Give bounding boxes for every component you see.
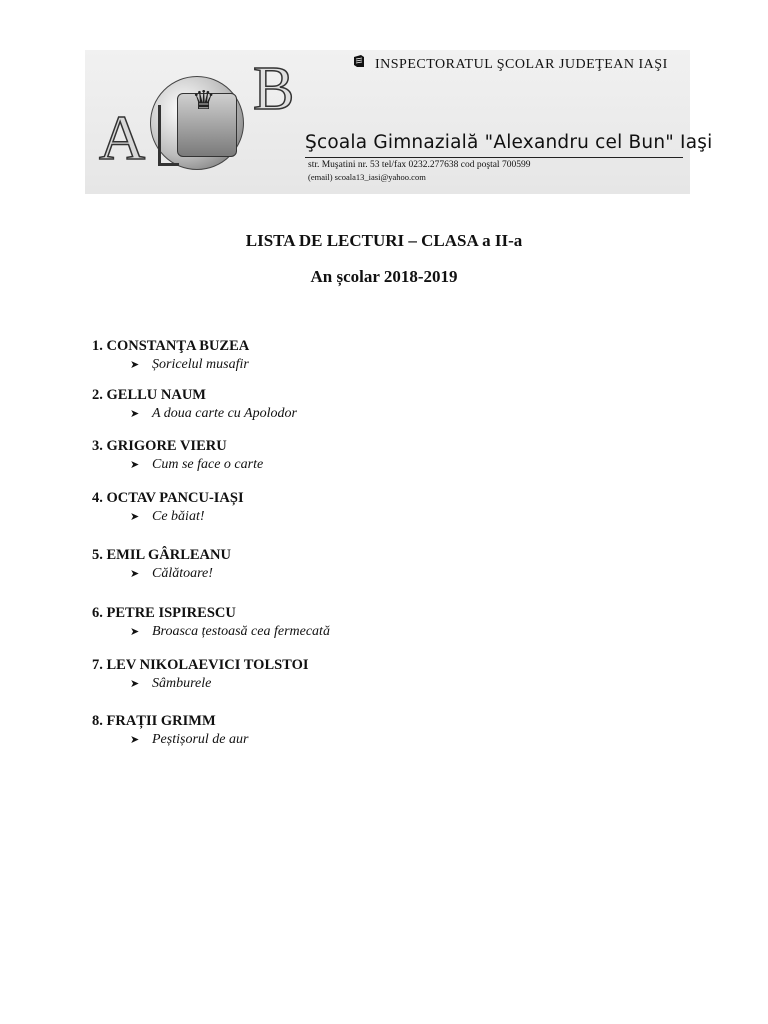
book-title: Ce băiat! (152, 509, 205, 524)
list-item (92, 386, 692, 424)
arrow-bullet-icon: ➤ (130, 568, 140, 580)
document-title: LISTA DE LECTURI – CLASA a II-a (245, 231, 523, 250)
school-email: (email) scoala13_iasi@yahoo.com (308, 172, 426, 182)
logo-letter-a: A (99, 102, 146, 173)
letterhead (85, 50, 713, 194)
portrait-icon (177, 86, 237, 157)
author-name: 6. PETRE ISPIRESCU (92, 605, 236, 621)
book-icon (353, 54, 367, 73)
book-title: A doua carte cu Apolodor (152, 406, 297, 421)
arrow-bullet-icon: ➤ (130, 359, 140, 371)
list-item (92, 712, 692, 750)
author-name: 4. OCTAV PANCU-IAȘI (92, 490, 244, 506)
logo-l-shape (158, 105, 179, 166)
author-name: 5. EMIL GÂRLEANU (92, 547, 231, 563)
author-name: 2. GELLU NAUM (92, 387, 206, 403)
divider (305, 157, 683, 158)
book-title: Peștișorul de aur (152, 732, 249, 747)
book-title: Sâmburele (152, 676, 212, 691)
list-item (92, 604, 692, 642)
document-subtitle: An școlar 2018-2019 (310, 267, 458, 286)
book-title: Călătoare! (152, 566, 213, 581)
book-title: Cum se face o carte (152, 457, 264, 472)
arrow-bullet-icon: ➤ (130, 734, 140, 746)
book-title: Șoricelul musafir (152, 357, 249, 372)
arrow-bullet-icon: ➤ (130, 511, 140, 523)
inspectorate-line (353, 54, 668, 73)
logo-letter-b: B (253, 55, 295, 123)
author-name: 1. CONSTANŢA BUZEA (92, 338, 250, 354)
arrow-bullet-icon: ➤ (130, 678, 140, 690)
author-name: 7. LEV NIKOLAEVICI TOLSTOI (92, 657, 309, 673)
arrow-bullet-icon: ➤ (130, 626, 140, 638)
arrow-bullet-icon: ➤ (130, 408, 140, 420)
list-item (92, 656, 692, 694)
list-item (92, 489, 692, 527)
inspectorate-name: INSPECTORATUL ŞCOLAR JUDEŢEAN IAŞI (375, 57, 668, 72)
school-name: Şcoala Gimnazială "Alexandru cel Bun" Iaşi (305, 132, 713, 153)
arrow-bullet-icon: ➤ (130, 459, 140, 471)
book-title: Broasca țestoasă cea fermecată (152, 624, 330, 639)
list-item (92, 546, 692, 584)
list-item (92, 437, 692, 475)
list-item (92, 337, 692, 375)
author-name: 8. FRAȚII GRIMM (92, 713, 216, 729)
school-address: str. Muşatini nr. 53 tel/fax 0232.277638 cod poştal 700599 (308, 160, 531, 170)
author-name: 3. GRIGORE VIERU (92, 438, 227, 454)
crown-icon: ♛ (192, 86, 216, 115)
